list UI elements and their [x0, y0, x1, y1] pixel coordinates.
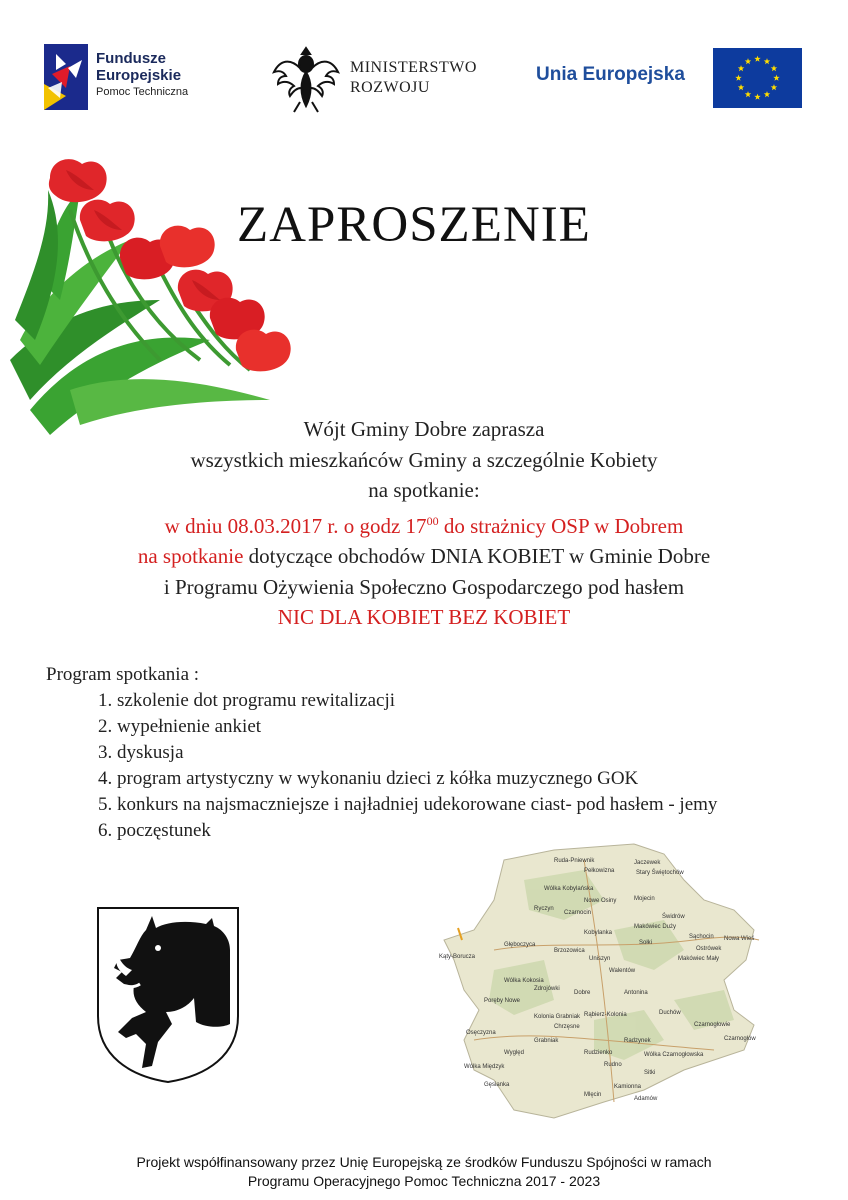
program-item: 6. poczęstunek	[98, 820, 211, 841]
map-place-label: Kolonia Grabniak	[534, 1014, 581, 1020]
map-place-label: Ostrówek	[696, 946, 722, 952]
ministry-line2: ROZWOJU	[350, 79, 430, 96]
program-list	[46, 688, 717, 844]
map-place-label: Jaczewek	[634, 860, 661, 866]
program-heading: Program spotkania :	[46, 664, 200, 685]
footer-line2: Programu Operacyjnego Pomoc Techniczna 2017 - 2023	[247, 1173, 601, 1189]
fe-logo-line1: Fundusze	[96, 50, 166, 67]
map-place-label: Gęsianka	[484, 1082, 510, 1088]
invitation-line6: i Programu Ożywienia Społeczno Gospodarczego pod hasłem	[163, 574, 685, 599]
fe-emblem-icon	[44, 44, 88, 110]
tulips-illustration	[10, 150, 300, 435]
map-place-label: Mlęcin	[584, 1092, 602, 1098]
invitation-line3: na spotkanie:	[368, 478, 480, 502]
map-place-label: Poręby Nowe	[484, 998, 521, 1004]
invitation-line5: na spotkanie dotyczące obchodów DNIA KOBIET w Gminie Dobre	[137, 544, 711, 568]
map-place-label: Makówiec Duży	[634, 924, 677, 930]
ministerstwo-rozwoju-logo	[270, 42, 500, 114]
map-place-label: Radzynek	[624, 1038, 651, 1044]
map-place-label: Sąchocin	[689, 934, 714, 940]
invitation-line1: Wójt Gminy Dobre zaprasza	[303, 417, 545, 441]
map-place-label: Duchów	[659, 1010, 681, 1016]
map-place-label: Mojecin	[634, 896, 655, 902]
footer-note	[0, 1153, 848, 1191]
map-place-label: Rudzienko	[584, 1050, 613, 1056]
map-place-label: Wólka Czarnogłowska	[644, 1052, 704, 1058]
eu-flag-icon	[713, 48, 802, 108]
fe-logo-line2: Europejskie	[96, 67, 182, 84]
program-item: 3. dyskusja	[98, 742, 184, 763]
map-place-label: Rudno	[604, 1062, 622, 1068]
map-place-label: Pełkowizna	[584, 868, 615, 874]
ministry-line1: MINISTERSTWO	[350, 59, 477, 76]
map-place-label: Sołki	[639, 940, 653, 946]
map-place-label: Sitki	[644, 1070, 656, 1076]
map-place-label: Nowe Osiny	[584, 898, 617, 904]
map-place-label: Głęboczyca	[504, 942, 536, 948]
map-place-label: Rąbierz-Kolonia	[584, 1012, 627, 1018]
map-place-label: Adamów	[634, 1096, 658, 1102]
program-item: 4. program artystyczny w wykonaniu dzieci z kółka muzycznego GOK	[98, 768, 639, 789]
unia-europejska-label: Unia Europejska	[536, 64, 685, 85]
map-area	[444, 844, 754, 1118]
map-place-label: Dobre	[574, 990, 591, 996]
footer-line1: Projekt współfinansowany przez Unię Europejską ze środków Funduszu Spójności w ramach	[136, 1154, 712, 1170]
gmina-coat-of-arms	[96, 906, 240, 1084]
map-place-label: Makówiec Mały	[678, 956, 720, 962]
program-item: 1. szkolenie dot programu rewitalizacji	[98, 690, 396, 711]
map-place-label: Zdrojówki	[534, 986, 560, 992]
map-place-label: Kamionna	[614, 1084, 642, 1090]
map-place-label: Brzozowica	[554, 948, 585, 954]
map-place-label: Czarnogłowie	[694, 1022, 731, 1028]
map-place-label: Stary Świętochów	[636, 870, 684, 876]
invitation-line2: wszystkich mieszkańców Gminy a szczególnie Kobiety	[190, 447, 658, 472]
map-place-label: Ruda-Pniewnik	[554, 858, 595, 864]
map-place-label: Antonina	[624, 990, 648, 996]
fundusze-europejskie-logo	[44, 44, 204, 110]
map-place-label: Walentów	[609, 968, 636, 974]
map-place-label: Uniszyn	[589, 956, 611, 962]
map-place-label: Kobylanka	[584, 930, 613, 936]
program-item: 2. wypełnienie ankiet	[98, 716, 262, 737]
map-place-label: Wólka Kokosia	[504, 978, 544, 984]
map-place-label: Wyględ	[504, 1050, 524, 1056]
map-place-label: Ryczyn	[534, 906, 554, 912]
map-place-label: Wólka Międzyk	[464, 1064, 505, 1070]
program-section	[46, 662, 717, 844]
map-place-label: Grabniak	[534, 1038, 559, 1044]
invitation-date-line: w dniu 08.03.2017 r. o godz $17^{00}$ do strażnicy OSP w Dobrem	[164, 513, 684, 538]
gmina-map	[434, 840, 764, 1122]
fe-logo-line3: Pomoc Techniczna	[96, 86, 189, 98]
map-place-label: Świdrów	[662, 914, 685, 920]
invitation-text	[0, 414, 848, 633]
map-place-label: Osęczyzna	[466, 1030, 496, 1036]
map-place-label: Chrzęsne	[554, 1024, 580, 1030]
map-place-label: Wólka Kobylańska	[544, 886, 594, 892]
program-item: 5. konkurs na najsmaczniejsze i najładniej udekorowane ciast- pod hasłem - jemy	[98, 794, 718, 815]
map-place-label: Nowa Wieś	[724, 936, 755, 942]
map-place-label: Czarnogłów	[724, 1036, 756, 1042]
page-title: ZAPROSZENIE	[237, 197, 591, 253]
eagle-emblem-icon	[270, 42, 342, 114]
map-place-label: Kąty-Borucza	[439, 954, 476, 960]
map-place-label: Czarnocin	[564, 910, 592, 916]
invitation-slogan: NIC DLA KOBIET BEZ KOBIET	[277, 605, 571, 629]
